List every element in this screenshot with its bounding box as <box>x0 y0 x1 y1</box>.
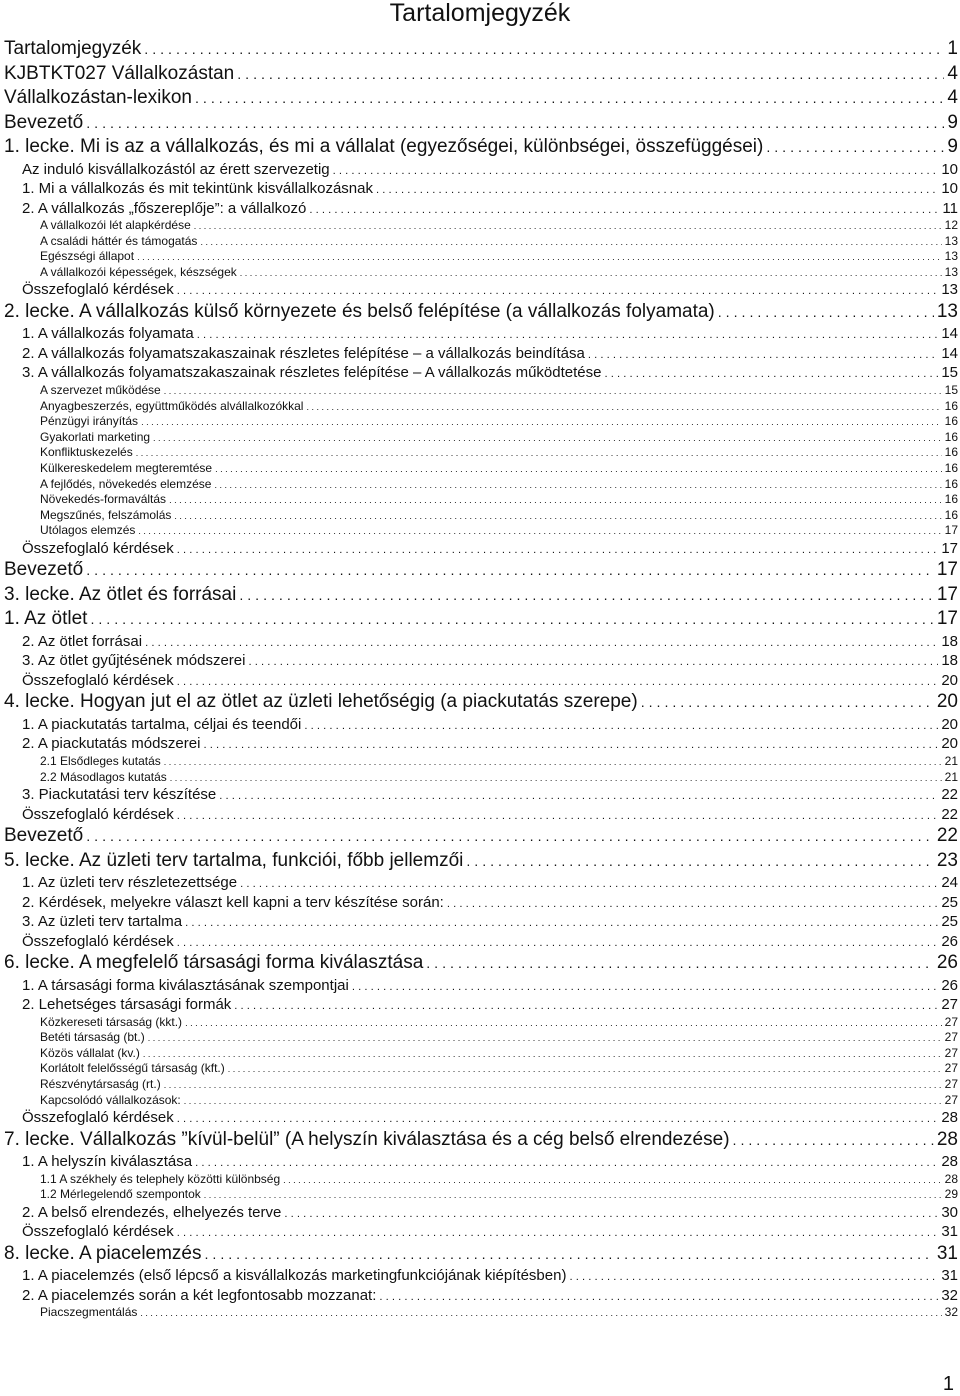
toc-entry[interactable] <box>22 976 958 998</box>
toc-entry[interactable] <box>4 951 958 977</box>
toc-entry-page: 20 <box>941 735 958 753</box>
toc-entry-page: 16 <box>944 476 958 491</box>
toc-entry-page: 29 <box>944 1187 958 1202</box>
toc-dot-leader <box>466 850 933 875</box>
toc-entry-title: Bevezető <box>4 111 84 133</box>
toc-entry[interactable] <box>40 1077 958 1094</box>
toc-entry-page: 14 <box>941 344 958 362</box>
toc-entry[interactable] <box>22 1286 958 1308</box>
toc-entry-title: Bevezető <box>4 559 84 581</box>
toc-entry-page: 17 <box>936 608 958 630</box>
toc-entry-page: 16 <box>944 492 958 507</box>
toc-entry-page: 26 <box>941 976 958 994</box>
toc-dot-leader <box>426 952 934 977</box>
toc-entry[interactable] <box>4 690 958 716</box>
toc-entry-title: Összefoglaló kérdések <box>22 932 174 950</box>
toc-dot-leader <box>641 691 934 716</box>
toc-entry-title: 1. A helyszín kiválasztása <box>22 1153 193 1171</box>
toc-entry-page: 10 <box>941 160 958 178</box>
toc-entry[interactable] <box>40 234 958 251</box>
toc-entry-page: 27 <box>944 1092 958 1107</box>
toc-entry-title: 1. Az üzleti terv részletezettsége <box>22 874 238 892</box>
toc-entry[interactable] <box>22 1108 958 1130</box>
toc-entry-title: 4. lecke. Hogyan jut el az ötlet az üzleti lehetőségig (a piackutatás szerepe) <box>4 691 638 713</box>
toc-entry-page: 18 <box>941 652 958 670</box>
toc-entry-title: A vállalkozói képességek, készségek <box>40 264 237 279</box>
toc-entry-page: 13 <box>936 300 958 322</box>
toc-entry-page: 31 <box>936 1242 958 1264</box>
toc-entry-page: 26 <box>941 932 958 950</box>
toc-entry[interactable] <box>22 1152 958 1174</box>
toc-entry[interactable] <box>22 1266 958 1288</box>
toc-entry-title: 2. A piackutatás módszerei <box>22 735 201 753</box>
page-number: 1 <box>942 1373 954 1395</box>
toc-entry[interactable] <box>22 873 958 895</box>
toc-entry-page: 27 <box>941 996 958 1014</box>
toc-entry[interactable] <box>4 558 958 584</box>
toc-entry-page: 31 <box>941 1267 958 1285</box>
toc-dot-leader <box>90 608 933 633</box>
toc-entry[interactable] <box>22 324 958 346</box>
toc-entry-page: 32 <box>941 1286 958 1304</box>
toc-dot-leader <box>164 384 942 400</box>
toc-entry-page: 16 <box>944 507 958 522</box>
toc-entry-title: A szervezet működése <box>40 382 161 397</box>
toc-dot-leader <box>144 38 944 63</box>
toc-entry-title: Vállalkozástan-lexikon <box>4 87 192 108</box>
toc-entry-page: 21 <box>944 769 958 784</box>
toc-dot-leader <box>148 1031 942 1047</box>
toc-entry-title: KJBTKT027 Vállalkozástan <box>4 62 235 84</box>
toc-entry-title: 1. Az ötlet <box>4 608 88 630</box>
toc-entry[interactable] <box>22 363 958 385</box>
toc-entry-title: 5. lecke. Az üzleti terv tartalma, funkciói, főbb jellemzői <box>4 849 464 871</box>
toc-entry-title: A fejlődés, növekedés elemzése <box>40 476 212 491</box>
toc-entry-title: Betéti társaság (bt.) <box>40 1030 145 1045</box>
toc-entry[interactable] <box>40 414 958 431</box>
toc-entry-page: 16 <box>944 398 958 413</box>
toc-entry[interactable] <box>40 1187 958 1204</box>
toc-entry-page: 25 <box>941 913 958 931</box>
toc-entry[interactable] <box>40 477 958 494</box>
toc-entry-title: 3. A vállalkozás folyamatszakaszainak részletes felépítése – A vállalkozás működtetése <box>22 364 602 382</box>
toc-entry[interactable] <box>40 754 958 771</box>
toc-entry-title: 3. Az üzleti terv tartalma <box>22 913 183 931</box>
toc-dot-leader <box>169 493 942 509</box>
toc-entry-page: 21 <box>944 753 958 768</box>
toc-entry-title: A vállalkozói lét alapkérdése <box>40 218 191 232</box>
toc-dot-leader <box>228 1062 942 1078</box>
toc-entry[interactable] <box>4 62 958 88</box>
toc-dot-leader <box>184 1094 942 1110</box>
toc-entry-page: 30 <box>941 1203 958 1221</box>
toc-entry[interactable] <box>4 1242 958 1268</box>
toc-entry[interactable] <box>4 37 958 63</box>
toc-entry-page: 28 <box>941 1153 958 1171</box>
toc-entry[interactable] <box>4 300 958 326</box>
toc-entry-page: 12 <box>944 218 958 232</box>
toc-dot-leader <box>240 266 942 282</box>
toc-entry[interactable] <box>22 160 958 182</box>
toc-entry-page: 16 <box>944 445 958 460</box>
toc-dot-leader <box>194 219 942 235</box>
toc-dot-leader <box>164 1078 942 1094</box>
toc-entry-title: 1. A társasági forma kiválasztásának szempontjai <box>22 976 349 994</box>
toc-entry-title: A családi háttér és támogatás <box>40 233 198 248</box>
toc-entry-title: Összefoglaló kérdések <box>22 1223 174 1241</box>
toc-entry[interactable] <box>22 1203 958 1225</box>
toc-entry-page: 9 <box>947 111 958 133</box>
toc-entry-page: 27 <box>944 1045 958 1060</box>
toc-entry-title: 2. Az ötlet forrásai <box>22 632 143 650</box>
toc-entry[interactable] <box>40 1093 958 1110</box>
toc-entry-title: 2. Kérdések, melyekre választ kell kapni a terv készítése során: <box>22 893 444 911</box>
toc-entry-page: 15 <box>944 382 958 397</box>
toc-entry-title: Korlátolt felelősségű társaság (kft.) <box>40 1061 225 1076</box>
toc-entry-page: 27 <box>944 1030 958 1045</box>
toc-entry-title: 3. Piackutatási terv készítése <box>22 786 217 804</box>
page-title: Tartalomjegyzék <box>389 0 571 27</box>
toc-entry[interactable] <box>40 523 958 540</box>
toc-entry-page: 16 <box>944 460 958 475</box>
toc-entry-page: 26 <box>936 952 958 974</box>
toc-entry-title: Piacszegmentálás <box>40 1305 138 1320</box>
toc-entry[interactable] <box>22 805 958 827</box>
toc-entry-title: Az induló kisvállalkozástól az érett szervezetig <box>22 160 330 178</box>
toc-entry-page: 13 <box>944 249 958 264</box>
toc-entry-title: Bevezető <box>4 825 84 847</box>
toc-dot-leader <box>204 1188 942 1204</box>
toc-entry-title: Megszűnés, felszámolás <box>40 507 172 522</box>
toc-entry-title: 1. Mi a vállalkozás és mit tekintünk kisvállalkozásnak <box>22 180 373 197</box>
toc-dot-leader <box>766 136 944 161</box>
toc-entry[interactable] <box>40 492 958 509</box>
toc-entry-title: Külkereskedelem megteremtése <box>40 460 213 475</box>
toc-entry-title: Összefoglaló kérdések <box>22 539 174 557</box>
toc-entry-title: 2. A piacelemzés során a két legfontosabb mozzanat: <box>22 1286 377 1304</box>
toc-dot-leader <box>306 400 941 416</box>
toc-dot-leader <box>195 87 944 112</box>
toc-entry-title: 1. A piacelemzés (első lépcső a kisvállalkozás marketingfunkciójának kiépítésben) <box>22 1267 567 1285</box>
toc-entry-page: 18 <box>941 632 958 650</box>
toc-entry-title: 1. A piackutatás tartalma, céljai és teendői <box>22 715 302 733</box>
toc-entry[interactable] <box>40 430 958 447</box>
toc-entry[interactable] <box>40 1172 958 1189</box>
toc-dot-leader <box>86 112 944 137</box>
toc-entry-page: 20 <box>936 691 958 713</box>
toc-entry-title: Kapcsolódó vállalkozások: <box>40 1092 181 1107</box>
toc-entry-page: 28 <box>944 1171 958 1186</box>
toc-entry-title: Konfliktuskezelés <box>40 445 133 460</box>
toc-entry[interactable] <box>40 445 958 462</box>
toc-entry-page: 27 <box>944 1077 958 1091</box>
toc-dot-leader <box>136 446 942 462</box>
toc-entry[interactable] <box>40 265 958 282</box>
toc-entry-title: 2. A belső elrendezés, elhelyezés terve <box>22 1203 282 1221</box>
toc-entry-page: 20 <box>941 715 958 733</box>
toc-entry-page: 22 <box>941 805 958 823</box>
toc-entry-page: 17 <box>936 583 958 605</box>
toc-entry-page: 13 <box>944 264 958 279</box>
toc-entry-page: 9 <box>947 136 958 157</box>
toc-entry[interactable] <box>40 1061 958 1078</box>
toc-entry[interactable] <box>40 1015 958 1032</box>
toc-entry-page: 27 <box>944 1061 958 1076</box>
toc-entry-page: 22 <box>941 786 958 804</box>
toc-dot-leader <box>718 301 934 326</box>
toc-entry-title: 2. A vállalkozás „főszereplője”: a vállalkozó <box>22 199 307 217</box>
toc-entry[interactable] <box>40 1030 958 1047</box>
toc-entry-title: Pénzügyi irányítás <box>40 414 139 429</box>
toc-entry-page: 17 <box>941 539 958 557</box>
toc-entry-title: Utólagos elemzés <box>40 523 136 538</box>
toc-entry-page: 20 <box>941 671 958 689</box>
toc-entry[interactable] <box>4 849 958 875</box>
toc-entry-title: Közös vállalat (kv.) <box>40 1045 140 1060</box>
toc-entry-title: 7. lecke. Vállalkozás ”kívül-belül” (A helyszín kiválasztása és a cég belső elrendezése) <box>4 1128 730 1150</box>
toc-entry-page: 15 <box>941 364 958 382</box>
toc-dot-leader <box>239 584 934 609</box>
toc-dot-leader <box>237 63 944 88</box>
toc-entry-title: 2. Lehetséges társasági formák <box>22 996 232 1014</box>
toc-dot-leader <box>215 462 942 478</box>
toc-entry[interactable] <box>22 932 958 954</box>
toc-entry-title: Tartalomjegyzék <box>4 38 142 59</box>
toc-entry[interactable] <box>22 539 958 561</box>
toc-entry[interactable] <box>22 912 958 934</box>
toc-entry-title: 1.2 Mérlegelendő szempontok <box>40 1187 201 1202</box>
toc-entry-title: 3. Az ötlet gyűjtésének módszerei <box>22 652 246 670</box>
toc-entry[interactable] <box>4 86 958 112</box>
toc-entry-page: 13 <box>941 281 958 299</box>
toc-dot-leader <box>200 235 941 251</box>
toc-entry[interactable] <box>40 461 958 478</box>
toc-dot-leader <box>185 1016 942 1032</box>
toc-entry[interactable] <box>22 785 958 807</box>
toc-entry-title: 1. A vállalkozás folyamata <box>22 325 194 343</box>
toc-entry-page: 13 <box>944 233 958 248</box>
toc-entry-page: 14 <box>941 325 958 343</box>
toc-entry[interactable] <box>4 111 958 137</box>
toc-entry[interactable] <box>40 218 958 235</box>
toc-dot-leader <box>174 509 941 525</box>
toc-entry-page: 1 <box>947 38 958 59</box>
toc-entry-page: 24 <box>941 874 958 892</box>
toc-entry-page: 28 <box>936 1128 958 1150</box>
toc-entry-title: 8. lecke. A piacelemzés <box>4 1242 202 1264</box>
toc-entry-title: 2.2 Másodlagos kutatás <box>40 769 167 784</box>
toc-entry-page: 31 <box>941 1223 958 1241</box>
toc-entry[interactable] <box>4 824 958 850</box>
toc-dot-leader <box>214 478 941 494</box>
toc-entry[interactable] <box>40 770 958 787</box>
toc-entry[interactable] <box>40 399 958 416</box>
toc-dot-leader <box>137 250 942 266</box>
toc-entry[interactable] <box>4 583 958 609</box>
toc-entry-title: 2.1 Elsődleges kutatás <box>40 753 161 768</box>
toc-entry[interactable] <box>40 1046 958 1063</box>
toc-dot-leader <box>86 559 934 584</box>
toc-entry[interactable] <box>22 344 958 366</box>
toc-entry[interactable] <box>22 280 958 302</box>
toc-entry[interactable] <box>22 715 958 737</box>
toc-entry-page: 27 <box>944 1014 958 1029</box>
toc-entry[interactable] <box>4 1128 958 1154</box>
toc-entry[interactable] <box>40 1305 958 1322</box>
toc-entry[interactable] <box>40 508 958 525</box>
toc-entry-title: 6. lecke. A megfelelő társasági forma kiválasztása <box>4 952 424 974</box>
toc-entry-page: 17 <box>944 523 958 538</box>
toc-entry-title: Összefoglaló kérdések <box>22 805 174 823</box>
toc-entry-title: Növekedés-formaváltás <box>40 492 167 507</box>
toc-dot-leader <box>283 1173 941 1189</box>
toc-entry-page: 10 <box>941 180 958 197</box>
toc-entry[interactable] <box>22 651 958 673</box>
toc-dot-leader <box>140 1306 941 1322</box>
toc-entry-title: 1. lecke. Mi is az a vállalkozás, és mi a vállalat (egyezőségei, különbségei, összefüggései) <box>4 136 764 157</box>
toc-entry-title: Gyakorlati marketing <box>40 429 151 444</box>
toc-entry-page: 22 <box>936 825 958 847</box>
toc-entry-page: 16 <box>944 414 958 429</box>
toc-entry-title: 2. A vállalkozás folyamatszakaszainak részletes felépítése – a vállalkozás beindítása <box>22 344 585 362</box>
toc-entry-page: 25 <box>941 893 958 911</box>
toc-dot-leader <box>86 825 934 850</box>
toc-dot-leader <box>164 755 942 771</box>
toc-entry[interactable] <box>4 135 958 161</box>
toc-entry-title: Anyagbeszerzés, együttműködés alvállalkozókkal <box>40 398 304 413</box>
toc-entry-title: 1.1 A székhely és telephely közötti különbség <box>40 1171 281 1186</box>
toc-entry-page: 16 <box>944 429 958 444</box>
toc-dot-leader <box>141 415 942 431</box>
toc-entry[interactable] <box>22 671 958 693</box>
toc-entry[interactable] <box>22 632 958 654</box>
toc-dot-leader <box>170 771 942 787</box>
toc-entry-title: Összefoglaló kérdések <box>22 281 174 299</box>
toc-entry-page: 4 <box>947 87 958 108</box>
toc-entry[interactable] <box>22 199 958 221</box>
toc-entry[interactable] <box>22 995 958 1017</box>
toc-dot-leader <box>205 1243 934 1268</box>
toc-entry-page: 17 <box>936 559 958 581</box>
toc-entry-page: 23 <box>936 849 958 871</box>
toc-entry[interactable] <box>22 1222 958 1244</box>
toc-entry-title: 2. lecke. A vállalkozás külső környezete és belső felépítése (a vállalkozás folyamata) <box>4 300 715 322</box>
toc-dot-leader <box>138 524 941 540</box>
toc-entry[interactable] <box>40 249 958 266</box>
toc-entry-page: 32 <box>944 1305 958 1320</box>
toc-entry-title: 3. lecke. Az ötlet és forrásai <box>4 583 237 605</box>
toc-entry-title: Összefoglaló kérdések <box>22 671 174 689</box>
toc-entry[interactable] <box>22 179 958 201</box>
toc-dot-leader <box>143 1047 942 1063</box>
toc-entry[interactable] <box>22 734 958 756</box>
toc-dot-leader <box>153 431 942 447</box>
toc-entry-title: Egészségi állapot <box>40 249 135 264</box>
toc-entry-title: Közkereseti társaság (kkt.) <box>40 1014 183 1029</box>
toc-entry[interactable] <box>40 383 958 400</box>
toc-entry-title: Összefoglaló kérdések <box>22 1109 174 1127</box>
toc-entry-page: 28 <box>941 1109 958 1127</box>
toc-entry-page: 4 <box>947 62 958 84</box>
toc-entry-page: 11 <box>942 199 958 217</box>
toc-entry[interactable] <box>22 893 958 915</box>
toc-entry[interactable] <box>4 607 958 633</box>
toc-dot-leader <box>733 1129 934 1154</box>
toc-entry-title: Részvénytársaság (rt.) <box>40 1077 161 1091</box>
